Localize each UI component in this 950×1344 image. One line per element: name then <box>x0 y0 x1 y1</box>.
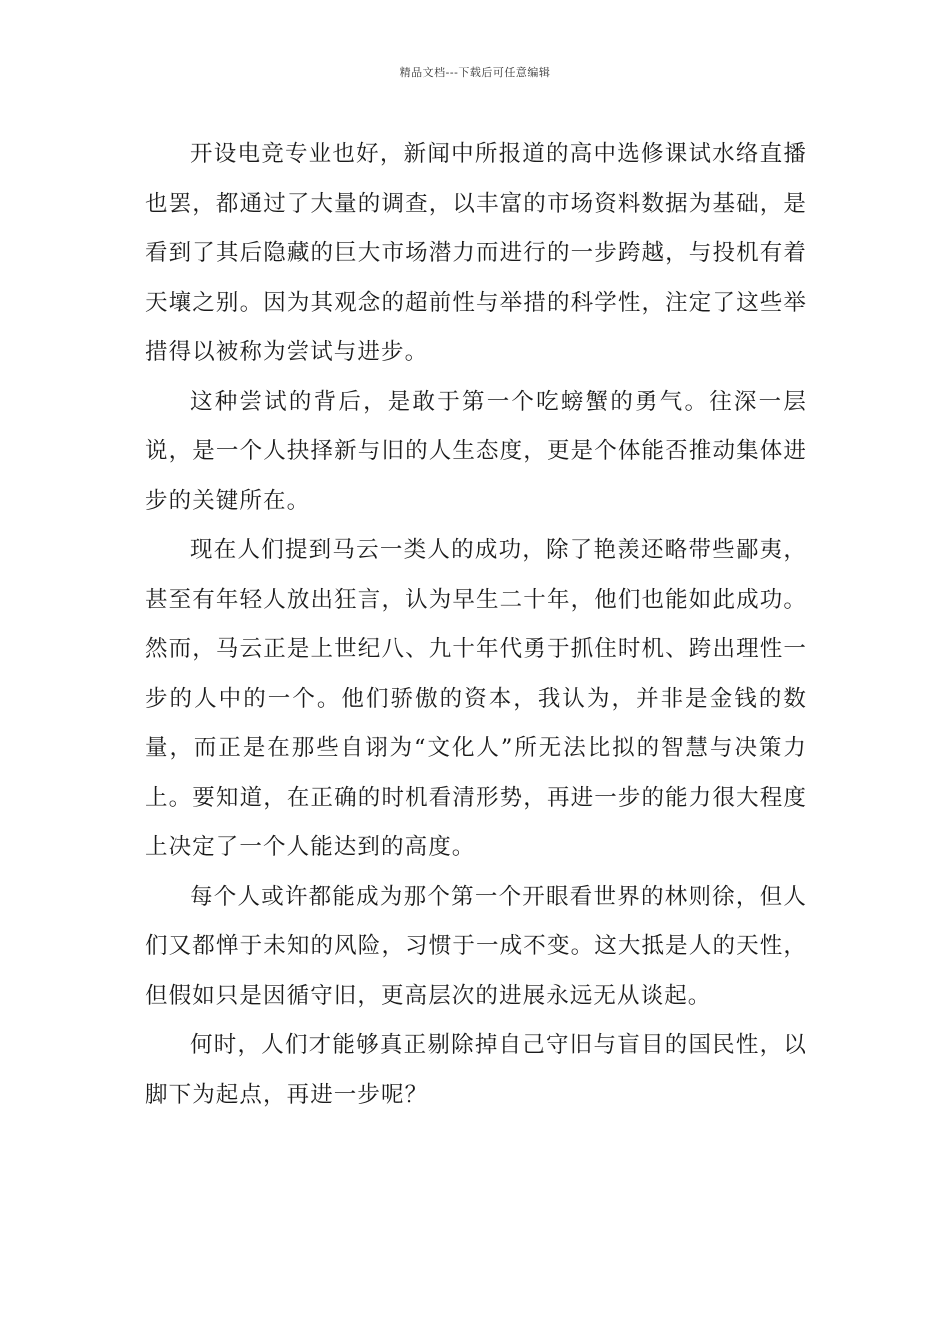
paragraph: 每个人或许都能成为那个第一个开眼看世界的林则徐，但人们又都惮于未知的风险，习惯于一成不变。这大抵是人的天性，但假如只是因循守旧，更高层次的进展永远无从谈起。 <box>145 883 807 1009</box>
paragraph: 何时，人们才能够真正剔除掉自己守旧与盲目的国民性，以脚下为起点，再进一步呢？ <box>145 1032 807 1108</box>
paragraph: 这种尝试的背后，是敢于第一个吃螃蟹的勇气。往深一层说，是一个人抉择新与旧的人生态度，更是个体能否推动集体进步的关键所在。 <box>145 388 807 514</box>
paragraph: 开设电竞专业也好，新闻中所报道的高中选修课试水络直播也罢，都通过了大量的调查，以丰富的市场资料数据为基础，是看到了其后隐藏的巨大市场潜力而进行的一步跨越，与投机有着天壤之别。因为其观念的超前性与举措的科学性，注定了这些举措得以被称为尝试与进步。 <box>145 141 807 365</box>
page-header: 精品文档---下载后可任意编辑 <box>399 66 551 79</box>
essay-body <box>145 130 807 1120</box>
paragraph: 现在人们提到马云一类人的成功，除了艳羡还略带些鄙夷，甚至有年轻人放出狂言，认为早生二十年，他们也能如此成功。然而，马云正是上世纪八、九十年代勇于抓住时机、跨出理性一步的人中的一个。他们骄傲的资本，我认为，并非是金钱的数量，而正是在那些自诩为“文化人”所无法比拟的智慧与决策力上。要知道，在正确的时机看清形势，再进一步的能力很大程度上决定了一个人能达到的高度。 <box>145 537 807 860</box>
